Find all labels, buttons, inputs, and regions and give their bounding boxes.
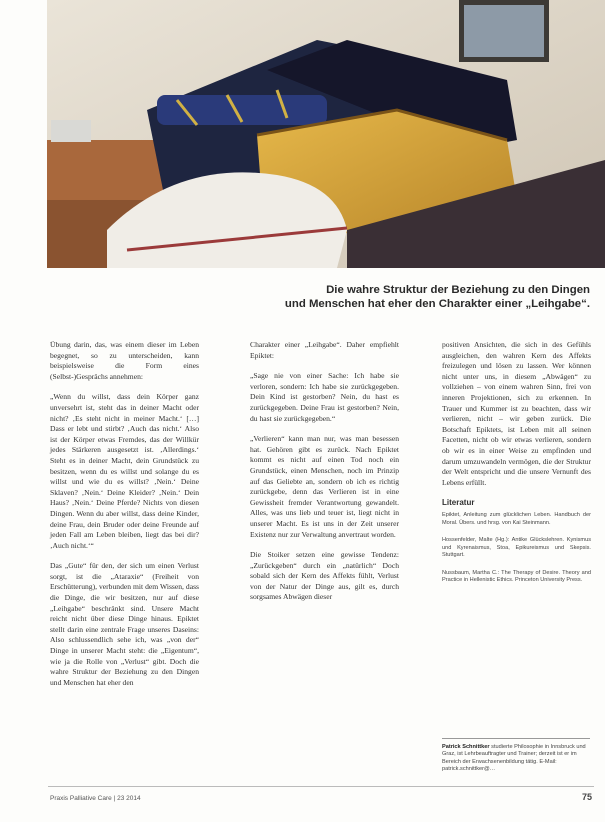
paragraph: positiven Ansichten, die sich in des Gefühls ausgleichen, den wahren Kern des Affekts freizulegen und lösen zu lassen. Wer können nicht unter uns, in diesem „Abwägen“ zu vollziehen – von einem wahren Sinn, frei von inneren Projektionen, sich zu erkennen. In Trauer und Kummer ist zu beachten, dass wir verlieren, nicht – wir geben zurück. Die Botschaft Epiktets, ist Leben mit all seinen Facetten, nicht ob wir etwas verlieren, sondern ob wir es in einer Weise zu empfinden und darum umzuwandeln vermögen, die der Struktur der Welt entspricht und die unsere Vernunft des Lebens erfüllt. [442, 340, 591, 487]
literature-entry: Hossenfelder, Malte (Hg.): Antike Glückslehren. Kynismus und Kyrenaismus, Stoa, Epikureismus und Skepsis. Stuttgart. [442, 537, 591, 559]
literature-entry: Nussbaum, Martha C.: The Therapy of Desire. Theory and Practice in Hellenistic Ethics. Princeton University Press. [442, 569, 591, 584]
photo-suitcases [47, 0, 605, 268]
paragraph: „Verlieren“ kann man nur, was man besessen hat. Gehören gibt es zurück. Nach Epiktet kommt es nicht auf einen Tod noch ein Grundstück, einen Menschen, noch im Prinzip auf das Geliebte an, sondern ob ich es richtig zurückgebe, denn das Verlieren ist in eine Gewissheit fremder Verantwortung gewandelt. Alles, was uns lieb und teuer ist, liegt nicht in unserer Macht. Es ist uns in der Zeit unserer Existenz nur zur Verwaltung anvertraut worden. [250, 434, 399, 539]
text-column-1 [50, 340, 199, 698]
caption-line-2: und Menschen hat eher den Charakter einer „Leihgabe“. [284, 298, 590, 310]
paragraph: „Sage nie von einer Sache: Ich habe sie verloren, sondern: Ich habe sie zurückgegeben. Dein Kind ist gestorben? Nein, du hast es zurückgegeben. Deine Frau ist gestorben? Nein, du hast sie zurückgegeben.“ [250, 371, 399, 423]
text-column-2 [250, 340, 399, 613]
caption-line-1: Die wahre Struktur der Beziehung zu den Dingen [326, 284, 590, 296]
paragraph: Die Stoiker setzen eine gewisse Tendenz: „Zurückgeben“ durch ein „natürlich“ Doch sobald sich der Kern des Affekts fühlt, Verlust von der Natur der Dinge aus, gilt es, durch sorgsames Abwägen dieser [250, 550, 399, 602]
author-bio-text: studierte Philosophie in Innsbruck und Graz, ist Lehrbeauftragter und Trainer; derzeit ist er im Bereich der Erwachsenenbildung tätig. E-Mail: patrick.schnittker@… [442, 744, 586, 773]
paragraph: Übung darin, das, was einem dieser im Leben begegnet, so zu unterscheiden, kann beispielsweise die Form eines (Selbst-)Gesprächs annehmen: [50, 340, 199, 381]
author-name: Patrick Schnittker [442, 744, 490, 750]
photo-illustration [47, 0, 605, 268]
photo-caption [255, 283, 590, 311]
paragraph: Charakter einer „Leihgabe“. Daher empfiehlt Epiktet: [250, 340, 399, 360]
page-number: 75 [582, 792, 593, 802]
literature-heading: Literatur [442, 498, 475, 508]
paragraph: „Wenn du willst, dass dein Körper ganz unversehrt ist, steht das in deiner Macht oder nicht? ‚Es steht nicht in meiner Macht.‘ […] Dass er lebt und stirbt? ‚Auch das nicht.‘ Also ist der Körper etwas Fremdes, das der Willkür jedes Stärkeren ausgesetzt ist. ‚Allerdings.‘ Steht es in deiner Macht, dein Grundstück zu besitzen, wenn du es willst und solange du es willst und wie du es willst? ‚Nein.‘ Deine Sklaven? ‚Nein.‘ Deine Kleider? ‚Nein.‘ Dein Haus? ‚Nein.‘ Deine Pferde? Nichts von diesen Dingen. Wenn du aber willst, dass deine Kinder, deine Frau, dein Bruder oder deine Freunde auf jeden Fall am Leben bleiben, liegt das bei dir? ‚Auch nicht.‘“ [50, 392, 199, 550]
footer-publication: Praxis Palliative Care | 23 2014 [50, 795, 141, 802]
author-bio [442, 738, 590, 774]
paragraph: Das „Gute“ für den, der sich um einen Verlust sorgt, ist die „Ataraxie“ (Freiheit von Erschütterung), verbunden mit dem Wissen, dass die Dinge, die wir besitzen, nur auf diese „Leihgabe“ beschränkt sind. Unsere Macht reicht nicht über diese Dinge hinaus. Epiktet stellt darin eine zentrale Frage unseres Daseins: Also schlussendlich sehe ich, was „von der“ Dinge in unserer Macht steht: die „Eigentum“, wie ja die Rolle von „Verlust“ gibt. Doch die wahre Struktur der Beziehung zu den Dingen und Menschen hat eher den [50, 561, 199, 687]
literature-entry: Epiktet, Anleitung zum glücklichen Leben. Handbuch der Moral. Übers. und hrsg. von Kai Steinmann. [442, 511, 591, 526]
text-column-3 [442, 340, 591, 595]
footer-divider [48, 786, 594, 787]
